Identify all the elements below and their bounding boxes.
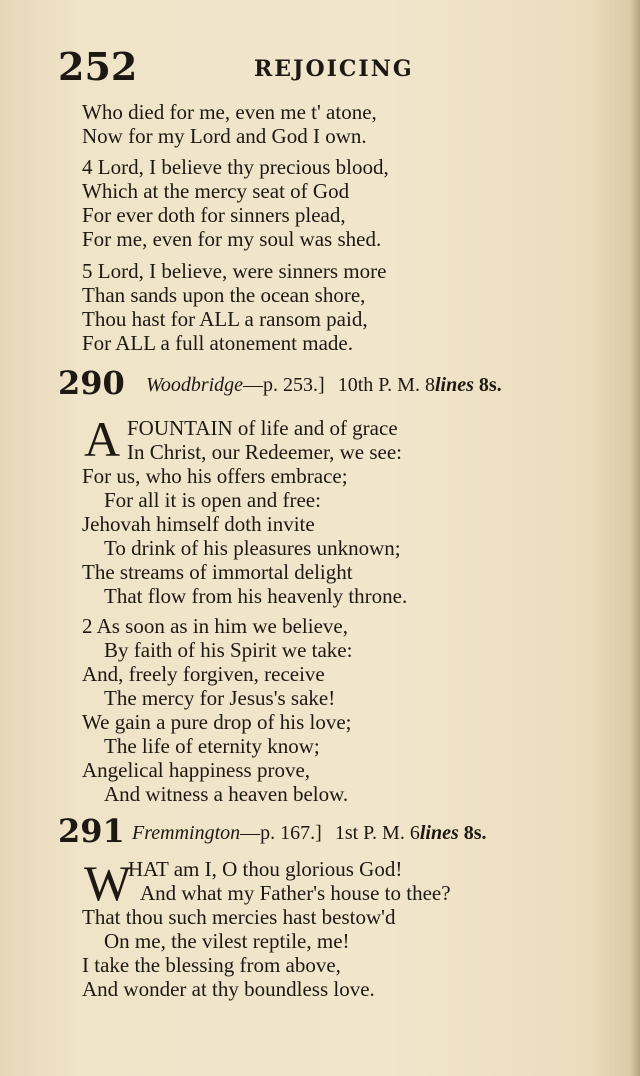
page-header [58,44,478,88]
hymn-number: 290 [58,364,125,402]
meter-count: 8s. [463,822,487,844]
verse-line: Angelical happiness prove, [82,758,311,782]
verse-line: And wonder at thy boundless love. [82,977,375,1001]
verse-line: I take the blessing from above, [82,953,341,977]
verse-line: By faith of his Spirit we take: [104,638,353,662]
page-number: 252 [58,44,138,89]
verse-line: Now for my Lord and God I own. [82,124,367,148]
verse-line: The streams of immortal delight [82,560,353,584]
verse-line: On me, the vilest reptile, me! [104,929,350,953]
verse-line: The mercy for Jesus's sake! [104,686,336,710]
drop-cap: W [84,855,132,911]
verse-line: That flow from his heavenly throne. [104,584,408,608]
hymn-number: 291 [58,812,125,850]
verse-line: FOUNTAIN of life and of grace [127,416,398,440]
verse-line: For us, who his offers embrace; [82,464,348,488]
verse-line: For ALL a full atonement made. [82,331,353,355]
tune-name: Fremmington [132,822,241,844]
verse-line: For all it is open and free: [104,488,321,512]
meter: 10th P. M. 8 [337,374,435,396]
tune-heading [146,374,502,397]
verse-line: Which at the mercy seat of God [82,179,350,203]
verse-line: For me, even for my soul was shed. [82,227,382,251]
meter-count: 8s. [478,374,502,396]
tune-heading [132,822,487,845]
drop-cap: A [84,411,121,467]
verse-line: In Christ, our Redeemer, we see: [127,440,402,464]
verse-line: And, freely forgiven, receive [82,662,325,686]
verse-line: Who died for me, even me t' atone, [82,100,377,124]
verse-line: Thou hast for ALL a ransom paid, [82,307,368,331]
verse-line: 2 As soon as in him we believe, [82,614,348,638]
verse-line: HAT am I, O thou glorious God! [128,857,403,881]
verse-line: And witness a heaven below. [104,782,349,806]
verse-line: That thou such mercies hast bestow'd [82,905,396,929]
meter-lines-word: lines [434,374,474,396]
verse-line: Than sands upon the ocean shore, [82,283,366,307]
running-title: REJOICING [254,56,414,82]
page-edge-shadow [630,0,640,1076]
meter: 1st P. M. 6 [334,822,420,844]
tune-reference: —p. 253.] [243,374,325,396]
verse-line: 4 Lord, I believe thy precious blood, [82,155,389,179]
verse-line: We gain a pure drop of his love; [82,710,352,734]
verse-line: For ever doth for sinners plead, [82,203,346,227]
verse-line: The life of eternity know; [104,734,320,758]
meter-lines-word: lines [419,822,459,844]
tune-name: Woodbridge [146,374,244,396]
verse-line: And what my Father's house to thee? [140,881,451,905]
verse-line: 5 Lord, I believe, were sinners more [82,259,387,283]
verse-line: To drink of his pleasures unknown; [104,536,401,560]
tune-reference: —p. 167.] [240,822,322,844]
verse-line: Jehovah himself doth invite [82,512,315,536]
